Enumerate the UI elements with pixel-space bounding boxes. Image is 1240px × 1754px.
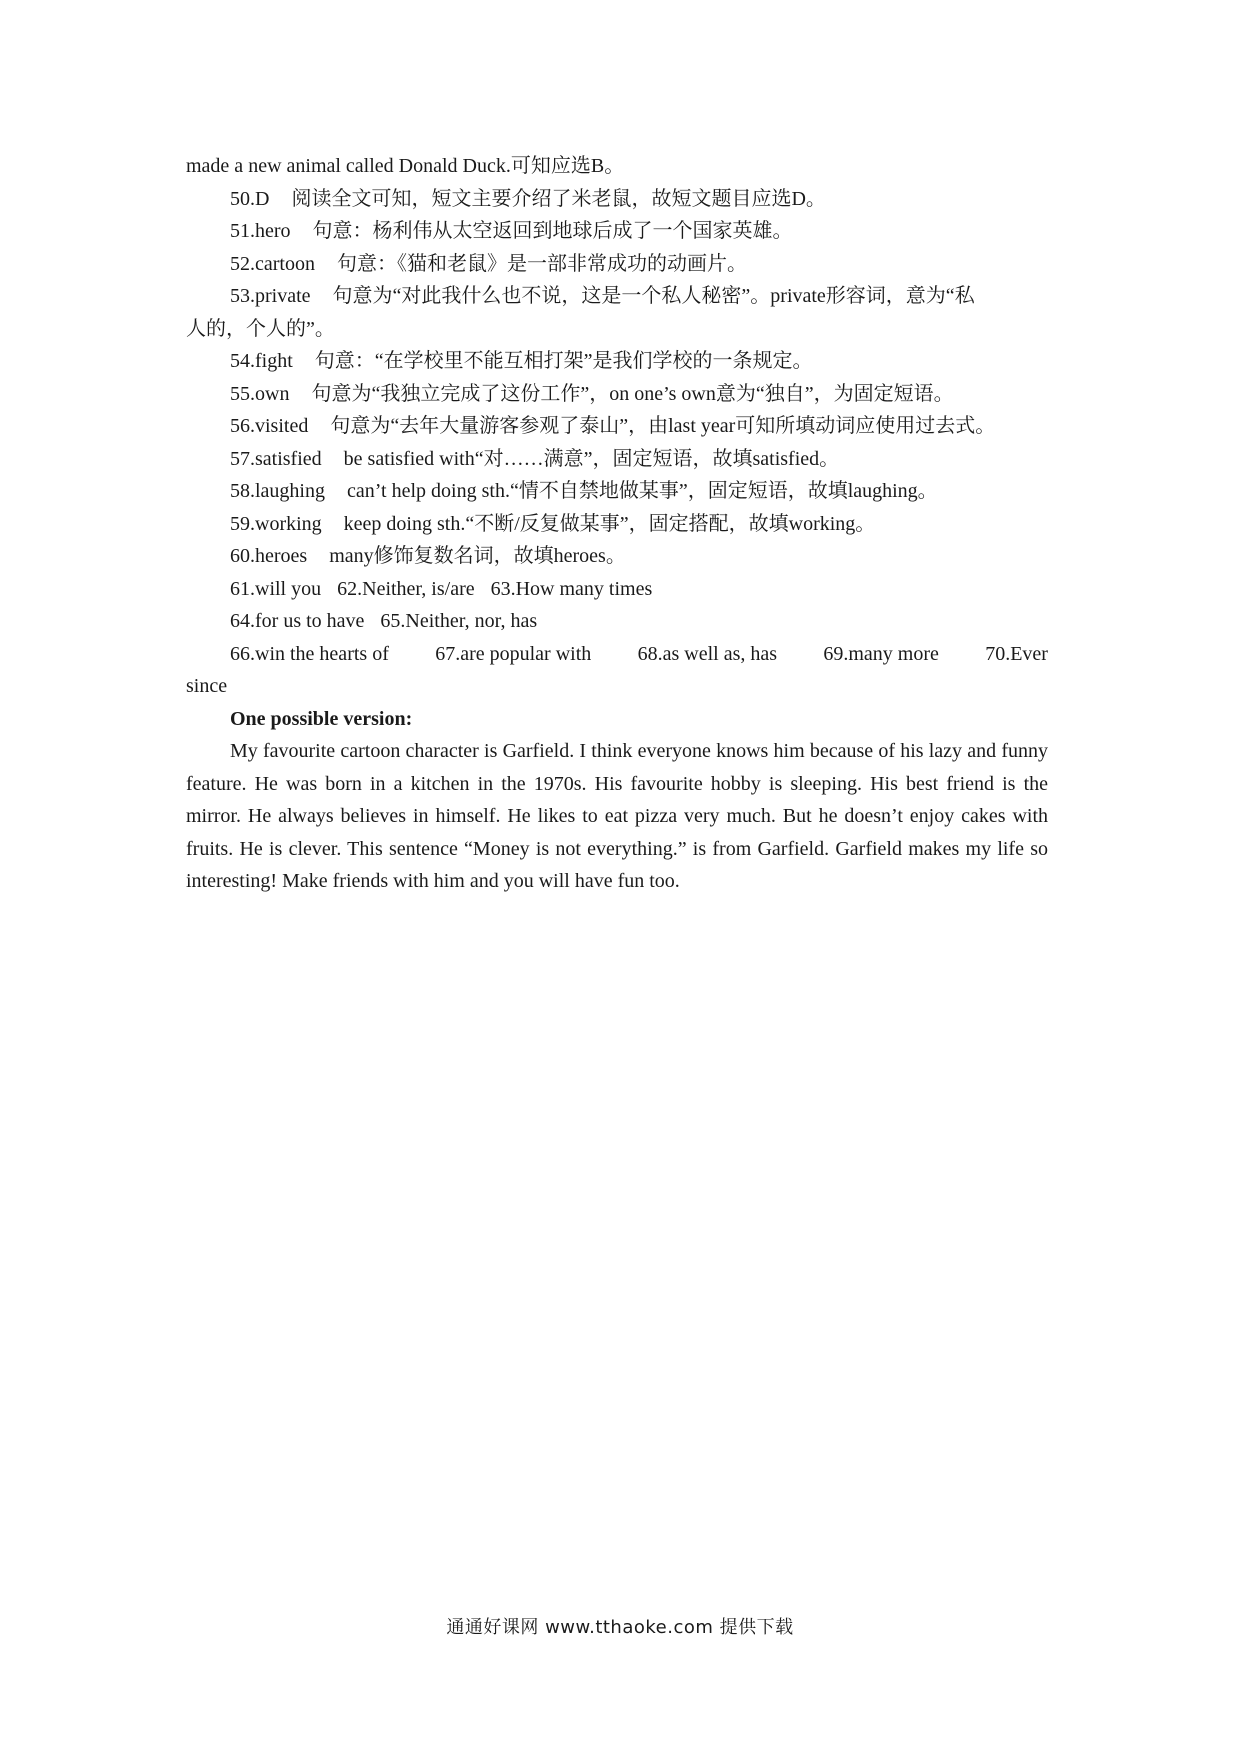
answer-60 xyxy=(186,540,1048,573)
page-footer: 通通好课网 www.tthaoke.com 提供下载 xyxy=(446,1617,794,1638)
answer-51 xyxy=(186,215,1048,248)
answer-note: 句意：杨利伟从太空返回到地球后成了一个国家英雄。 xyxy=(312,220,793,242)
answer-key: 50.D xyxy=(230,187,270,210)
answer-key: 58.laughing xyxy=(230,480,325,502)
answer-key: 55.own xyxy=(230,382,290,405)
answer-58 xyxy=(186,475,1048,508)
answer-key: 52.cartoon xyxy=(230,252,315,275)
answer-note: 句意：“在学校里不能互相打架”是我们学校的一条规定。 xyxy=(314,350,813,372)
answer-key: 57.satisfied xyxy=(230,447,322,470)
answer-note: 句意为“对此我什么也不说，这是一个私人秘密”。private形容词，意为“私 xyxy=(332,285,975,307)
short-answer: 65.Neither, nor, has xyxy=(380,610,538,632)
short-answers-row-2 xyxy=(186,605,1048,638)
answer-key: 51.hero xyxy=(230,220,291,242)
short-answer: 66.win the hearts of xyxy=(230,642,389,665)
answer-note: many修饰复数名词，故填heroes。 xyxy=(329,545,626,567)
answer-note: 句意：《猫和老鼠》是一部非常成功的动画片。 xyxy=(336,252,747,275)
answer-key: 60.heroes xyxy=(230,545,308,567)
answer-57 xyxy=(186,443,1048,476)
short-answer: 68.as well as, has xyxy=(637,642,778,665)
short-answer: 70.Ever xyxy=(985,642,1048,665)
short-answer: 69.many more xyxy=(823,642,939,665)
answer-note: 阅读全文可知，短文主要介绍了米老鼠，故短文题目应选D。 xyxy=(291,187,826,210)
answer-note: be satisfied with“对……满意”，固定短语，故填satisfied。 xyxy=(343,447,840,470)
answer-key: 59.working xyxy=(230,512,322,535)
answer-52 xyxy=(186,248,1048,281)
answer-key: 54.fight xyxy=(230,350,293,372)
answer-59 xyxy=(186,508,1048,541)
short-answers-row-3-continuation: since xyxy=(186,675,228,697)
answer-note: 句意为“我独立完成了这份工作”，on one’s own意为“独自”，为固定短语。 xyxy=(311,382,954,405)
answer-content xyxy=(186,150,1048,898)
short-answer: 64.for us to have xyxy=(230,610,365,632)
answer-53-continuation: 人的，个人的”。 xyxy=(186,317,335,340)
answer-key: 53.private xyxy=(230,285,311,307)
answer-50 xyxy=(186,183,1048,216)
answer-note: keep doing sth.“不断/反复做某事”，固定搭配，故填working。 xyxy=(343,512,876,535)
answer-key: 56.visited xyxy=(230,415,309,437)
continuation-line: made a new animal called Donald Duck.可知应选B。 xyxy=(186,155,625,177)
short-answer: 63.How many times xyxy=(490,577,653,600)
short-answer: 61.will you xyxy=(230,577,322,600)
essay-heading: One possible version: xyxy=(230,707,413,730)
answer-note: can’t help doing sth.“情不自禁地做某事”，固定短语，故填laughing。 xyxy=(347,480,938,502)
short-answer: 67.are popular with xyxy=(435,642,592,665)
answer-note: 句意为“去年大量游客参观了泰山”，由last year可知所填动词应使用过去式。 xyxy=(330,415,996,437)
answer-53 xyxy=(186,280,1048,313)
answer-55 xyxy=(186,378,1048,411)
essay-text: My favourite cartoon character is Garfield. I think everyone knows him because of his lazy and funny feature. He was born in a kitchen in the 1970s. His favourite hobby is sleeping. His best friend is the mirror. He always believes in himself. He likes to eat pizza very much. But he doesn’t enjoy cakes with fruits. He is clever. This sentence “Money is not everything.” is from Garfield. Garfield makes my life so interesting! Make friends with him and you will have fun too. xyxy=(186,740,1048,892)
short-answer: 62.Neither, is/are xyxy=(337,577,475,600)
short-answers-row-3 xyxy=(186,638,1048,671)
answer-56 xyxy=(186,410,1048,443)
short-answers-row-1 xyxy=(186,573,1048,606)
answer-54 xyxy=(186,345,1048,378)
